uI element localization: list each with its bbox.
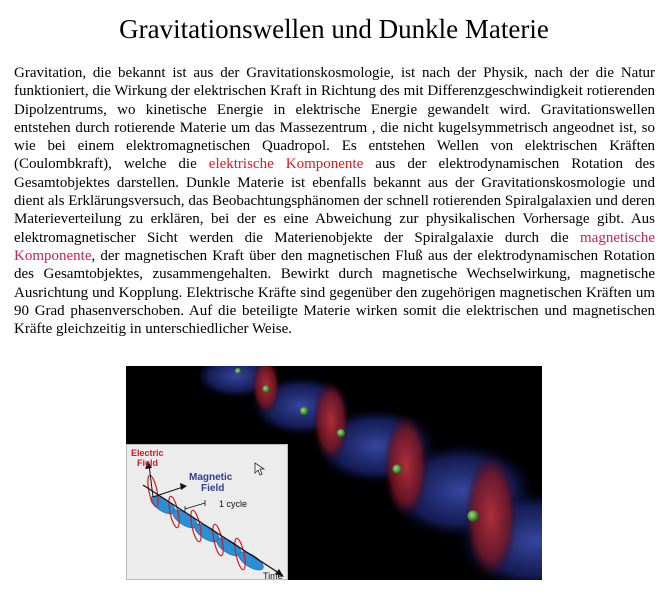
electric-lobe bbox=[384, 414, 428, 518]
cursor-arrow-icon bbox=[255, 463, 264, 475]
particle bbox=[263, 386, 270, 393]
em-wave-diagram bbox=[127, 445, 288, 580]
time-label: Time bbox=[263, 571, 283, 580]
electric-field-label-2: Field bbox=[137, 458, 159, 468]
cycle-label: 1 cycle bbox=[219, 499, 248, 509]
magnetic-field-label-2: Field bbox=[201, 483, 225, 494]
magnetic-component-link[interactable]: magnetische Komponente bbox=[14, 229, 655, 264]
particle bbox=[468, 511, 479, 522]
em-wave-diagram-inset bbox=[126, 444, 288, 580]
particle bbox=[337, 429, 345, 437]
particle bbox=[300, 407, 308, 415]
electric-component-link[interactable]: elektrische Komponente bbox=[208, 156, 364, 173]
particle bbox=[393, 465, 402, 474]
em-wave-illustration bbox=[126, 366, 542, 580]
electric-field-label-1: Electric bbox=[131, 448, 164, 458]
article-body bbox=[14, 64, 655, 338]
particle bbox=[235, 368, 241, 374]
electric-lobe bbox=[313, 381, 349, 461]
body-text-part2: aus der elektrodynamischen Rotation des Gesamtobjektes darstellen. Dunkle Materie ist ebenfalls bekannt aus der Gravitationskosmologie und dient als Erklärungsversuch, das Beobachtungsphänomen der schnell rotierenden Spiralgalaxien und deren Materieverteilung zu erklären, bei der es eine Abweichung zur physikalischen Vorhersage gibt. Aus elektromagnetischer Sicht werden die Materienobjekte der Spiralgalaxie durch die bbox=[14, 156, 655, 246]
magnetic-field-label-1: Magnetic bbox=[189, 472, 233, 483]
page-title: Gravitationswellen und Dunkle Materie bbox=[119, 14, 549, 44]
body-text-part3: , der magnetischen Kraft über den magnetischen Fluß aus der elektrodynamischen Rotation des Gesamtobjektes, zusammengehalten. Bewirkt durch magnetische Wechselwirkung, magnetische Ausrichtung und Kopplung. Elektrische Kräfte sind gegenüber den zugehörigen magnetischen Kräften um 90 Grad phasenverschoben. Auf die beteiligte Materie wirken somit die elektrischen und magnetischen Kräfte gleichzeitig in unterschiedlicher Weise. bbox=[14, 247, 655, 338]
body-text-part1: Gravitation, die bekannt ist aus der Gravitationskosmologie, ist nach der Physik, nach der die Natur funktioniert, die Wirkung der elektrischen Kraft in Richtung des mit Differenzgeschwindigkeit rotierenden Dipolzentrums, wo kinetische Energie in elektrische Energie gewandelt wird. Gravitationswellen entstehen durch rotierende Materie um das Massezentrum , die nicht kugelsymmetrisch angeodnet ist, so wie bei einem elektromagnetischen Quadropol. Es entstehen Wellen von elektrischen Kräften (Coulombkraft), welche die bbox=[14, 65, 655, 173]
